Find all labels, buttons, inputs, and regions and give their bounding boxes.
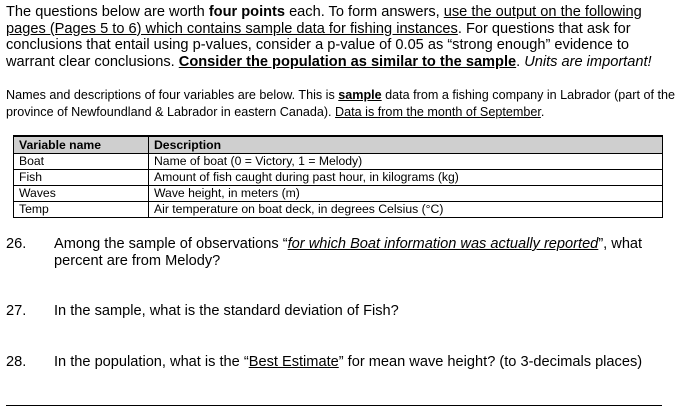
intro-text: . xyxy=(516,53,525,70)
intro-text: each. To form answers, xyxy=(285,4,444,20)
intro-text: . For questions that ask for conclusions that entail using p-values, consider a p-value of 0.05 as “strong enough” evidence to warrant clear conclusions. xyxy=(6,20,631,70)
question-emphasis: Best Estimate xyxy=(248,354,339,370)
desc-sample: sample xyxy=(338,88,382,102)
desc-text: . xyxy=(540,104,545,119)
intro-units-note: Units are important! xyxy=(524,53,652,70)
table-row xyxy=(14,170,663,186)
intro-text: The questions below are worth xyxy=(6,4,209,20)
question-emphasis: for which Boat information was actually reported xyxy=(287,236,599,252)
desc-text: data from a fishing company in Labrador (part of the province of Newfoundland & Labrador in eastern Canada). xyxy=(6,88,675,119)
intro-source-note: use the output on the following pages (Pages 5 to 6) which contains sample data for fishing instances xyxy=(6,4,642,37)
variable-description-cell: Name of boat (0 = Victory, 1 = Melody) xyxy=(149,154,663,170)
table-row xyxy=(14,186,663,202)
table-row xyxy=(14,154,663,170)
variable-name-cell: Boat xyxy=(14,154,149,170)
variables-table xyxy=(13,135,663,218)
question-text: Among the sample of observations “for which Boat information was actually reported”, what percent are from Melody? xyxy=(54,236,643,269)
variable-name-cell: Temp xyxy=(14,202,149,218)
question-number: 27. xyxy=(6,303,27,319)
instructions-paragraph xyxy=(6,4,676,70)
variable-description-cell: Air temperature on boat deck, in degrees Celsius (°C) xyxy=(149,202,663,218)
intro-points: four points xyxy=(208,4,286,20)
column-header: Description xyxy=(149,136,663,154)
variable-name-cell: Waves xyxy=(14,186,149,202)
bottom-divider xyxy=(6,405,662,406)
question-number: 28. xyxy=(6,354,27,370)
table-row xyxy=(14,202,663,218)
question-text: In the sample, what is the standard deviation of Fish? xyxy=(54,303,399,319)
variable-description-cell: Wave height, in meters (m) xyxy=(149,186,663,202)
variables-description xyxy=(6,87,676,120)
column-header: Variable name xyxy=(14,136,149,154)
intro-population-note: Consider the population as similar to the sample xyxy=(178,53,517,70)
question-number: 26. xyxy=(6,236,27,252)
desc-month-note: Data is from the month of September xyxy=(335,104,541,119)
question-text: In the population, what is the “Best Estimate” for mean wave height? (to 3-decimals places) xyxy=(54,354,643,370)
table-header-row xyxy=(14,136,663,154)
variable-description-cell: Amount of fish caught during past hour, in kilograms (kg) xyxy=(149,170,663,186)
desc-text: Names and descriptions of four variables are below. This is xyxy=(6,88,339,102)
variable-name-cell: Fish xyxy=(14,170,149,186)
